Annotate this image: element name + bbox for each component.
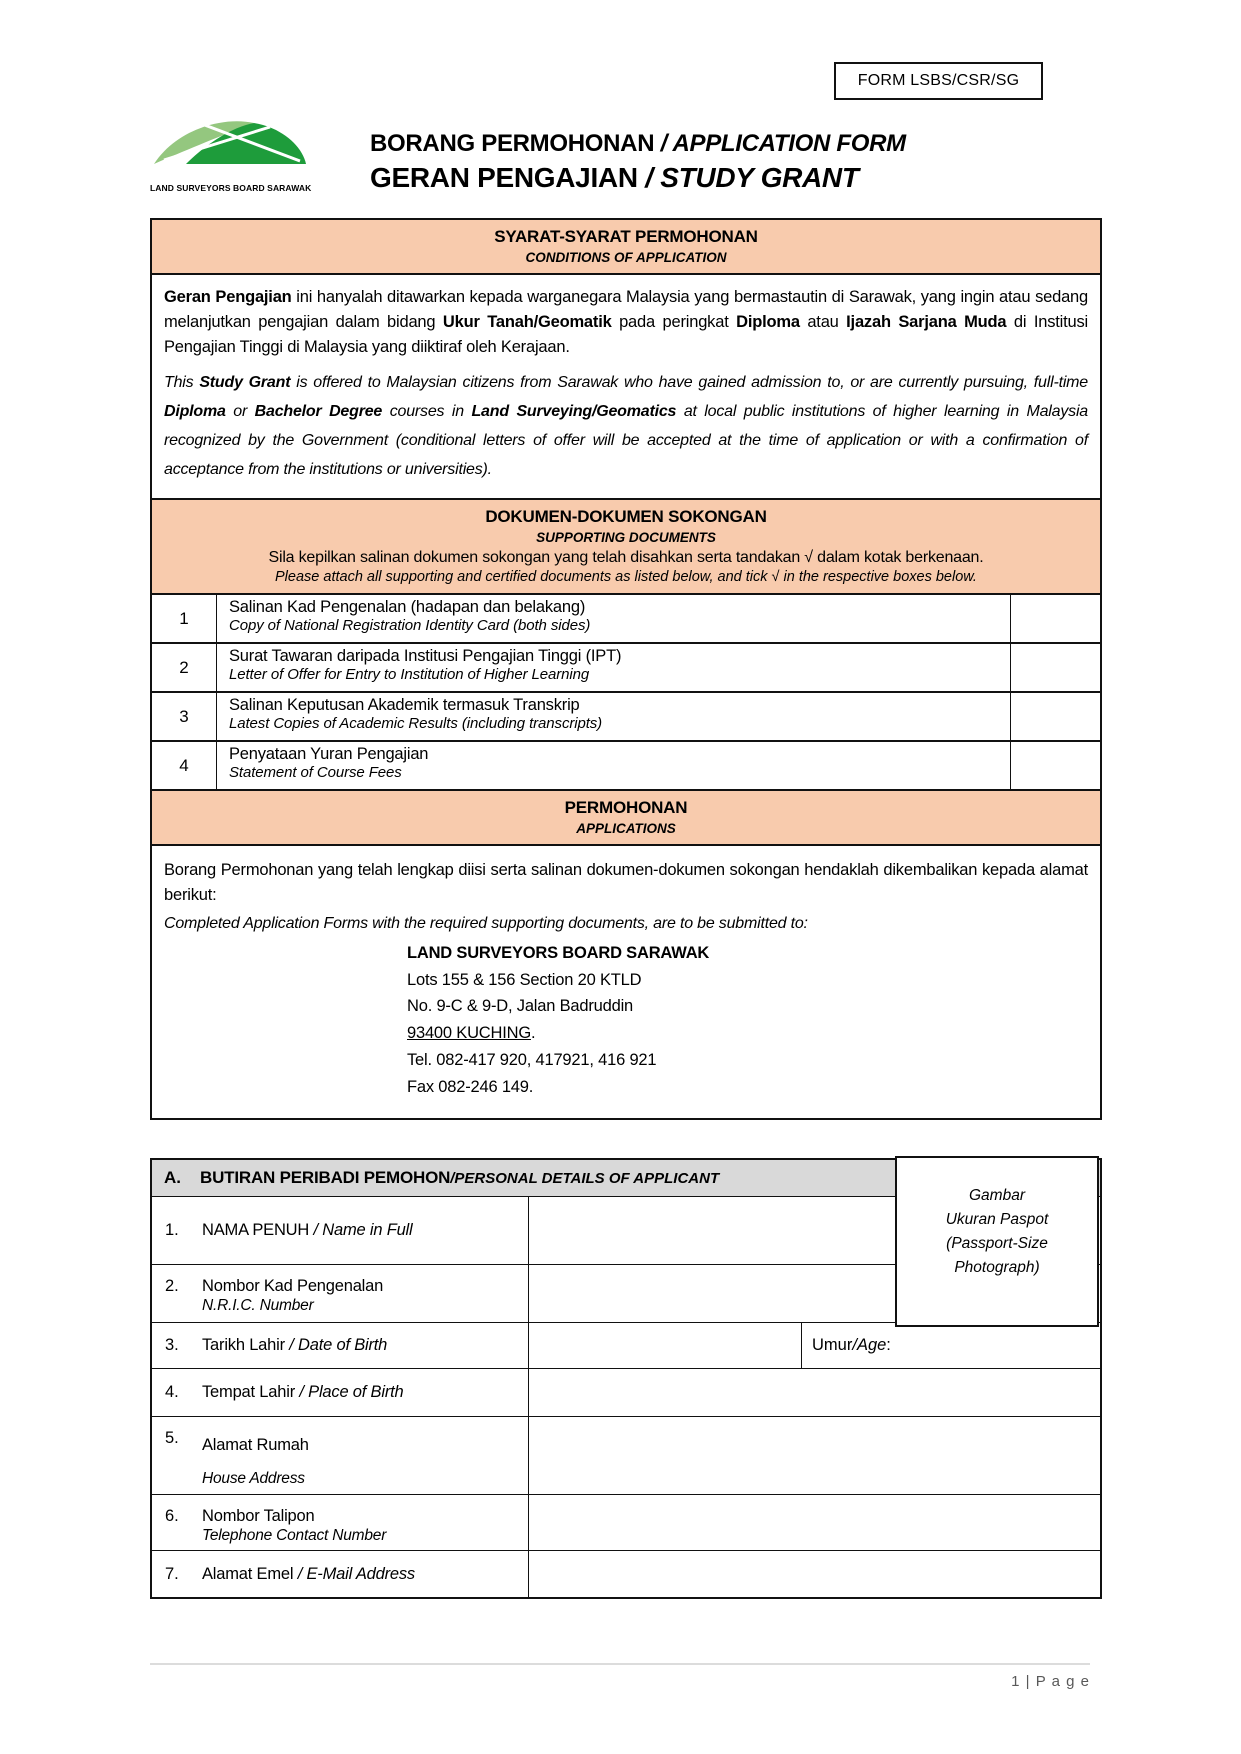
document-tick-box-1[interactable]	[1011, 595, 1100, 642]
document-row-description	[217, 644, 1011, 691]
conditions-title-my: SYARAT-SYARAT PERMOHONAN	[494, 227, 758, 246]
title1-en: APPLICATION FORM	[672, 130, 906, 157]
field-text-en: Telephone Contact Number	[202, 1527, 387, 1545]
address-city-suffix: .	[530, 1024, 536, 1043]
age-label-en: Age	[856, 1336, 887, 1355]
section-a-title-my: BUTIRAN PERIBADI PEMOHON	[200, 1168, 451, 1188]
field-text-sep: /	[294, 1383, 309, 1402]
field-label-email	[152, 1551, 529, 1597]
page-content	[150, 0, 1102, 1690]
field-text-my: Tarikh Lahir	[202, 1336, 285, 1355]
field-text	[202, 1383, 520, 1402]
title2-en: STUDY GRANT	[660, 162, 859, 193]
field-number: 7.	[165, 1564, 179, 1583]
house-address-input-cell[interactable]	[529, 1417, 1100, 1494]
form-title	[370, 114, 906, 194]
applications-paragraph-my: Borang Permohonan yang telah lengkap diisi serta salinan dokumen-dokumen sokongan hendaklah dikembalikan kepada alamat berikut:	[164, 861, 1088, 905]
field-label-house-address	[152, 1417, 529, 1494]
field-text-my: Tempat Lahir	[202, 1383, 295, 1402]
field-text-en: House Address	[202, 1470, 305, 1488]
document-tick-box-4[interactable]	[1011, 742, 1100, 789]
address-line2: No. 9-C & 9-D, Jalan Badruddin	[407, 997, 634, 1016]
document-row-number: 1	[152, 595, 217, 642]
form-code-text: FORM LSBS/CSR/SG	[857, 72, 1020, 89]
conditions-body	[152, 275, 1100, 500]
field-number: 5.	[165, 1429, 179, 1448]
field-number: 1.	[165, 1221, 179, 1240]
applications-header	[152, 791, 1100, 846]
field-label-pob	[152, 1369, 529, 1416]
conditions-paragraph-en: This Study Grant is offered to Malaysian citizens from Sarawak who have gained admission to, or are currently pursuing, full-time Diploma or Bachelor Degree courses in Land Surveying/Geomatics at local public institutions of higher learning in Malaysia recognized by the Government (conditional letters of offer will be accepted at the time of application or with a confirmation of acceptance from the institutions or universities).	[164, 374, 1089, 478]
document-row-description	[217, 742, 1011, 789]
document-row-description	[217, 595, 1011, 642]
field-text-sep: /	[293, 1564, 307, 1583]
photo-box-line: Gambar	[969, 1187, 1025, 1205]
document-row-text-en: Latest Copies of Academic Results (including transcripts)	[229, 715, 603, 733]
document-row-text-my: Surat Tawaran daripada Institusi Pengajian Tinggi (IPT)	[229, 647, 622, 666]
age-label-sep: /	[852, 1336, 857, 1355]
field-row-dob	[152, 1323, 1100, 1369]
document-row-text-en: Copy of National Registration Identity Card (both sides)	[229, 617, 591, 635]
email-input-cell[interactable]	[529, 1551, 1100, 1597]
address-city-text: 93400 KUCHING	[407, 1024, 531, 1043]
field-text-en: E-Mail Address	[306, 1564, 415, 1583]
field-row-telephone	[152, 1495, 1100, 1551]
field-text-en: Name in Full	[322, 1221, 413, 1240]
field-text-sep: /	[284, 1336, 299, 1355]
section-a-label: A.	[164, 1168, 181, 1188]
passport-photo-box[interactable]	[895, 1156, 1099, 1327]
title1-sep: /	[654, 130, 673, 157]
field-text-my: NAMA PENUH	[202, 1221, 310, 1240]
field-text-en: Date of Birth	[298, 1336, 388, 1355]
age-label-my: Umur	[812, 1336, 853, 1355]
conditions-header	[152, 220, 1100, 275]
conditions-title-en: CONDITIONS OF APPLICATION	[525, 250, 727, 265]
field-row-pob	[152, 1369, 1100, 1417]
section-a-title-sep: /	[450, 1169, 455, 1187]
conditions-paragraph-my: Geran Pengajian ini hanyalah ditawarkan kepada warganegara Malaysia yang bermastautin di Sarawak, yang ingin atau sedang melanjutkan pengajian dalam bidang Ukur Tanah/Geomatik pada peringkat Diploma atau Ijazah Sarjana Muda di Institusi Pengajian Tinggi di Malaysia yang diiktiraf oleh Kerajaan.	[164, 288, 1088, 356]
document-tick-box-2[interactable]	[1011, 644, 1100, 691]
document-row-number: 4	[152, 742, 217, 789]
title2-sep: /	[637, 162, 661, 193]
document-row-3	[152, 693, 1100, 742]
documents-title-en: SUPPORTING DOCUMENTS	[536, 530, 716, 546]
applications-title-en: APPLICATIONS	[576, 821, 676, 837]
field-number: 6.	[165, 1507, 179, 1526]
age-label-colon: :	[886, 1336, 891, 1355]
document-row-number: 2	[152, 644, 217, 691]
applications-title-my: PERMOHONAN	[564, 798, 688, 818]
address-fax: Fax 082-246 149.	[407, 1077, 534, 1096]
photo-box-line: (Passport-Size	[946, 1235, 1048, 1253]
field-text-my: Alamat Rumah	[202, 1436, 309, 1455]
documents-header	[152, 500, 1100, 595]
field-number: 3.	[165, 1336, 179, 1355]
field-text-sep: /	[309, 1221, 323, 1240]
field-text	[202, 1221, 520, 1240]
address-line1: Lots 155 & 156 Section 20 KTLD	[407, 970, 642, 989]
field-text-en: Place of Birth	[308, 1383, 404, 1402]
address-block	[407, 940, 1088, 1100]
document-row-2	[152, 644, 1100, 693]
field-text	[202, 1507, 520, 1550]
field-number: 2.	[165, 1277, 179, 1296]
field-text-my: Nombor Kad Pengenalan	[202, 1277, 384, 1296]
field-text-my: Alamat Emel	[202, 1564, 294, 1583]
main-table	[150, 218, 1102, 1120]
documents-note-en: Please attach all supporting and certified documents as listed below, and tick √ in the respective boxes below.	[275, 569, 977, 586]
field-row-house-address	[152, 1417, 1100, 1495]
title2-my: GERAN PENGAJIAN	[370, 162, 638, 193]
field-label-telephone	[152, 1495, 529, 1550]
applications-body	[152, 846, 1100, 1118]
dob-input-cell[interactable]	[529, 1323, 802, 1368]
documents-note-my: Sila kepilkan salinan dokumen sokongan yang telah disahkan serta tandakan √ dalam kotak berkenaan.	[268, 549, 984, 567]
field-text	[202, 1277, 520, 1322]
field-text-en: N.R.I.C. Number	[202, 1297, 314, 1315]
title1-my: BORANG PERMOHONAN	[370, 130, 655, 157]
section-a-title-en: PERSONAL DETAILS OF APPLICANT	[454, 1169, 720, 1187]
masthead	[150, 114, 1102, 194]
field-label-nric	[152, 1265, 529, 1322]
document-row-1	[152, 595, 1100, 644]
field-text	[202, 1336, 520, 1355]
address-city	[407, 1020, 1088, 1047]
address-name: LAND SURVEYORS BOARD SARAWAK	[407, 943, 710, 962]
page-number: 1 | P a g e	[1011, 1673, 1090, 1691]
document-row-text-my: Salinan Keputusan Akademik termasuk Transkrip	[229, 696, 580, 715]
document-row-text-en: Statement of Course Fees	[229, 764, 402, 782]
telephone-input-cell[interactable]	[529, 1495, 1100, 1550]
document-row-text-en: Letter of Offer for Entry to Institution of Higher Learning	[229, 666, 590, 684]
field-label-name	[152, 1197, 529, 1264]
document-row-number: 3	[152, 693, 217, 740]
page-footer	[150, 1663, 1102, 1690]
address-tel: Tel. 082-417 920, 417921, 416 921	[407, 1050, 657, 1069]
field-label-dob	[152, 1323, 529, 1368]
field-text	[202, 1429, 520, 1494]
section-a-table	[150, 1158, 1102, 1599]
document-tick-box-3[interactable]	[1011, 693, 1100, 740]
lsbs-logo-icon	[150, 114, 312, 176]
field-text-my: Nombor Talipon	[202, 1507, 315, 1526]
form-title-line2	[370, 162, 906, 194]
document-row-text-my: Salinan Kad Pengenalan (hadapan dan belakang)	[229, 598, 586, 617]
lsbs-logo	[150, 114, 312, 194]
field-text	[202, 1565, 520, 1584]
document-row-4	[152, 742, 1100, 791]
documents-title-my: DOKUMEN-DOKUMEN SOKONGAN	[485, 507, 767, 527]
pob-input-cell[interactable]	[529, 1369, 1100, 1416]
field-number: 4.	[165, 1383, 179, 1402]
photo-box-line: Photograph)	[954, 1259, 1040, 1277]
footer-divider	[150, 1663, 1090, 1665]
document-row-description	[217, 693, 1011, 740]
form-code-box	[834, 62, 1043, 100]
photo-box-line: Ukuran Paspot	[945, 1211, 1049, 1229]
age-cell[interactable]	[802, 1323, 1100, 1368]
document-row-text-my: Penyataan Yuran Pengajian	[229, 745, 429, 764]
logo-caption: LAND SURVEYORS BOARD SARAWAK	[150, 183, 312, 193]
form-title-line1	[370, 130, 906, 158]
applications-paragraph-en: Completed Application Forms with the required supporting documents, are to be submitted to:	[164, 914, 808, 932]
field-row-email	[152, 1551, 1100, 1597]
